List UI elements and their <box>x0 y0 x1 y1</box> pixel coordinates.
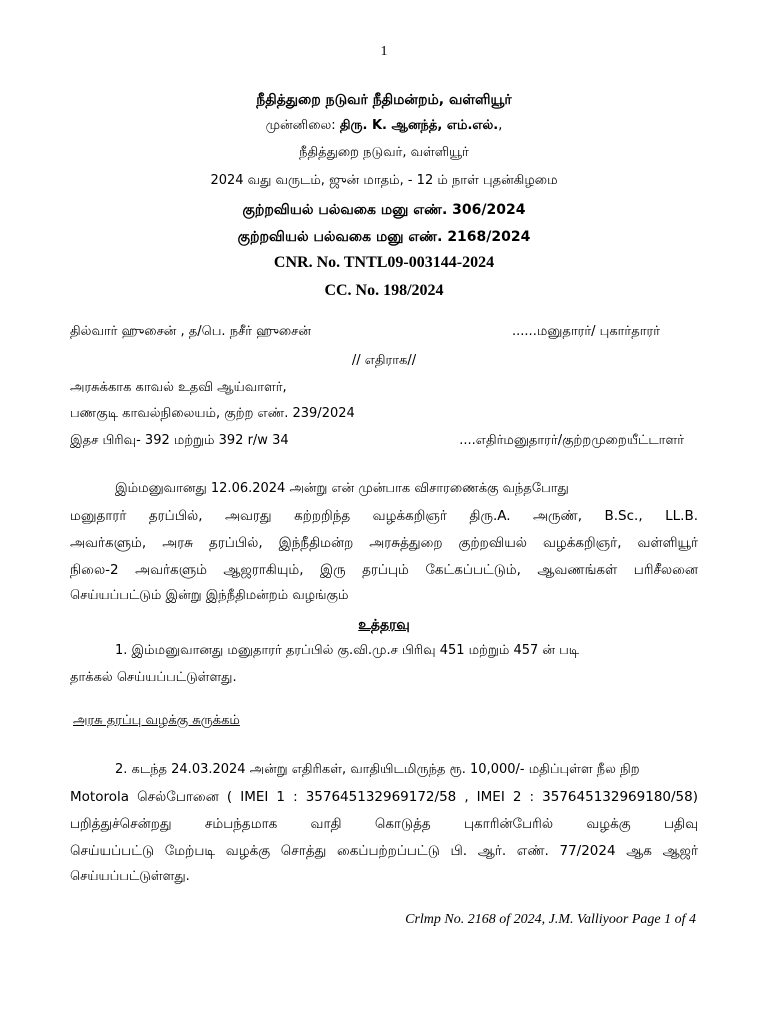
para3-line-2-text: Motorola செல்போனை ( IMEI 1 : 357645132969172/58 , IMEI 2 : 357645132969180/58) <box>70 789 698 805</box>
respondent-line-2: பணகுடி காவல்நிலையம், குற்ற எண். 239/2024 <box>70 406 355 421</box>
designation: நீதித்துறை நடுவர், வள்ளியூர் <box>299 145 469 160</box>
petition-number-2: குற்றவியல் பல்வகை மனு எண். 2168/2024 <box>237 229 531 245</box>
date-line: 2024 வது வருடம், ஜுன் மாதம், - 12 ம் நாள் புதன்கிழமை <box>210 173 558 188</box>
respondent-line-3: இதச பிரிவு- 392 மற்றும் 392 r/w 34 <box>70 433 289 448</box>
para1-line-4 <box>70 562 698 580</box>
para1-line-2-text: மனுதாரர் தரப்பில், அவரது கற்றறிந்த வழக்கறிஞர் திரு.A. அருண், B.Sc., LL.B. <box>70 508 698 524</box>
para3-line-4 <box>70 843 698 861</box>
prosecution-heading: அரசு தரப்பு வழக்கு சுருக்கம் <box>73 713 240 728</box>
presence-prefix: முன்னிலை: <box>265 118 340 133</box>
para2-line-1: 1. இம்மனுவானது மனுதாரர் தரப்பில் கு.வி.மு.ச பிரிவு 451 மற்றும் 457 ன் படி <box>115 643 580 658</box>
para1-line-4-text: நிலை-2 அவர்களும் ஆஜராகியும், இரு தரப்பும் கேட்கப்பட்டும், ஆவணங்கள் பரிசீலனை <box>70 562 698 578</box>
para3-line-3 <box>70 816 698 834</box>
court-name: நீதித்துறை நடுவர் நீதிமன்றம், வள்ளியூர் <box>256 92 512 108</box>
para1-line-2 <box>70 508 698 526</box>
page-number: 1 <box>380 44 388 59</box>
para1-line-5: செய்யப்பட்டும் இன்று இந்நீதிமன்றம் வழங்கும் <box>70 588 349 603</box>
petitioner-role: ......மனுதாரர்/ புகார்தாரர் <box>512 324 660 339</box>
presence-line <box>0 119 768 134</box>
petition-number-1: குற்றவியல் பல்வகை மனு எண். 306/2024 <box>242 202 526 218</box>
respondent-line-1: அரசுக்காக காவல் உதவி ஆய்வாளர், <box>70 380 287 395</box>
para3-line-2 <box>70 789 698 807</box>
versus-label: // எதிராக// <box>351 353 417 368</box>
para1-line-3 <box>70 535 698 553</box>
para3-line-1: 2. கடந்த 24.03.2024 அன்று எதிரிகள், வாதியிடமிருந்த ரூ. 10,000/- மதிப்புள்ள நீல நிற <box>115 762 640 777</box>
para3-line-5: செய்யப்பட்டுள்ளது. <box>70 869 190 884</box>
respondent-role: ....எதிர்மனுதாரர்/குற்றமுறையீட்டாளர் <box>459 433 684 448</box>
cnr-number: CNR. No. TNTL09-003144-2024 <box>273 254 495 271</box>
page-footer: Crlmp No. 2168 of 2024, J.M. Valliyoor Page 1 of 4 <box>405 912 696 927</box>
para3-line-3-text: பறித்துச்சென்றது சம்பந்தமாக வாதி கொடுத்த புகாரின்பேரில் வழக்கு பதிவு <box>70 816 698 832</box>
presence-suffix: , <box>498 118 503 133</box>
cc-number: CC. No. 198/2024 <box>324 282 444 299</box>
para1-line-3-text: அவர்களும், அரசு தரப்பில், இந்நீதிமன்ற அரசுத்துறை குற்றவியல் வழக்கறிஞர், வள்ளியூர் <box>70 535 698 551</box>
para1-line-1: இம்மனுவானது 12.06.2024 அன்று என் முன்பாக விசாரணைக்கு வந்தபோது <box>115 481 569 496</box>
para3-line-4-text: செய்யப்பட்டு மேற்படி வழக்கு சொத்து கைப்பற்றப்பட்டு பி. ஆர். எண். 77/2024 ஆக ஆஜர் <box>70 843 698 859</box>
order-heading: உத்தரவு <box>358 617 410 633</box>
petitioner-name: தில்வார் ஹுசைன் , த/பெ. நசீர் ஹுசைன் <box>70 324 311 339</box>
para2-line-2: தாக்கல் செய்யப்பட்டுள்ளது. <box>70 670 237 685</box>
presence-name: திரு. K. ஆனந்த், எம்.எல். <box>339 118 499 133</box>
